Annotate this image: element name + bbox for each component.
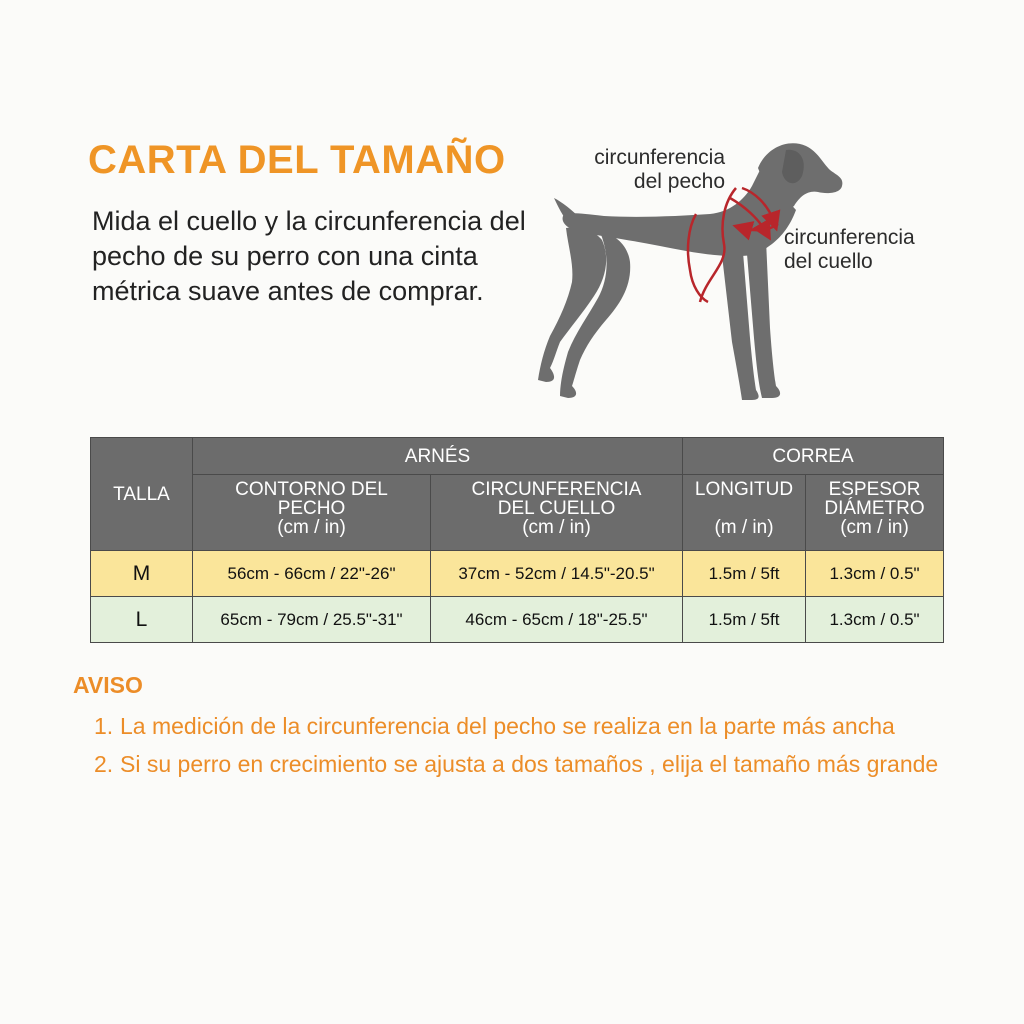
neck-header: CIRCUNFERENCIA DEL CUELLO (cm / in) <box>431 475 683 551</box>
aviso-list <box>94 707 974 783</box>
table-sub-header-row <box>91 475 944 551</box>
table-row <box>91 597 944 643</box>
chest-cell: 65cm - 79cm / 25.5"-31" <box>193 597 431 643</box>
dog-measurement-figure <box>520 128 960 428</box>
size-table <box>90 437 944 643</box>
list-item-text: La medición de la circunferencia del pecho se realiza en la parte más ancha <box>120 713 895 739</box>
list-item-number: 2. <box>94 751 114 777</box>
thickness-cell: 1.3cm / 0.5" <box>806 597 944 643</box>
thickness-header: ESPESOR DIÁMETRO (cm / in) <box>806 475 944 551</box>
table-group-header-row <box>91 438 944 475</box>
list-item <box>94 745 974 783</box>
page-title: CARTA DEL TAMAÑO <box>88 138 506 182</box>
neck-circumference-label: circunferencia del cuello <box>784 226 915 273</box>
list-item-text: Si su perro en crecimiento se ajusta a dos tamaños , elija el tamaño más grande <box>120 751 939 777</box>
length-cell: 1.5m / 5ft <box>683 551 806 597</box>
size-cell: M <box>91 551 193 597</box>
size-cell: L <box>91 597 193 643</box>
chest-header: CONTORNO DEL PECHO (cm / in) <box>193 475 431 551</box>
list-item <box>94 707 974 745</box>
table-row <box>91 551 944 597</box>
intro-text: Mida el cuello y la circunferencia del pecho de su perro con una cinta métrica suave antes de comprar. <box>92 206 526 306</box>
harness-group-header: ARNÉS <box>193 438 683 475</box>
talla-header: TALLA <box>91 438 193 551</box>
thickness-cell: 1.3cm / 0.5" <box>806 551 944 597</box>
chest-circumference-label: circunferencia del pecho <box>594 146 725 193</box>
neck-cell: 37cm - 52cm / 14.5"-20.5" <box>431 551 683 597</box>
leash-group-header: CORREA <box>683 438 944 475</box>
length-cell: 1.5m / 5ft <box>683 597 806 643</box>
list-item-number: 1. <box>94 713 114 739</box>
aviso-title: AVISO <box>73 672 143 698</box>
neck-cell: 46cm - 65cm / 18"-25.5" <box>431 597 683 643</box>
length-header: LONGITUD (m / in) <box>683 475 806 551</box>
chest-cell: 56cm - 66cm / 22"-26" <box>193 551 431 597</box>
